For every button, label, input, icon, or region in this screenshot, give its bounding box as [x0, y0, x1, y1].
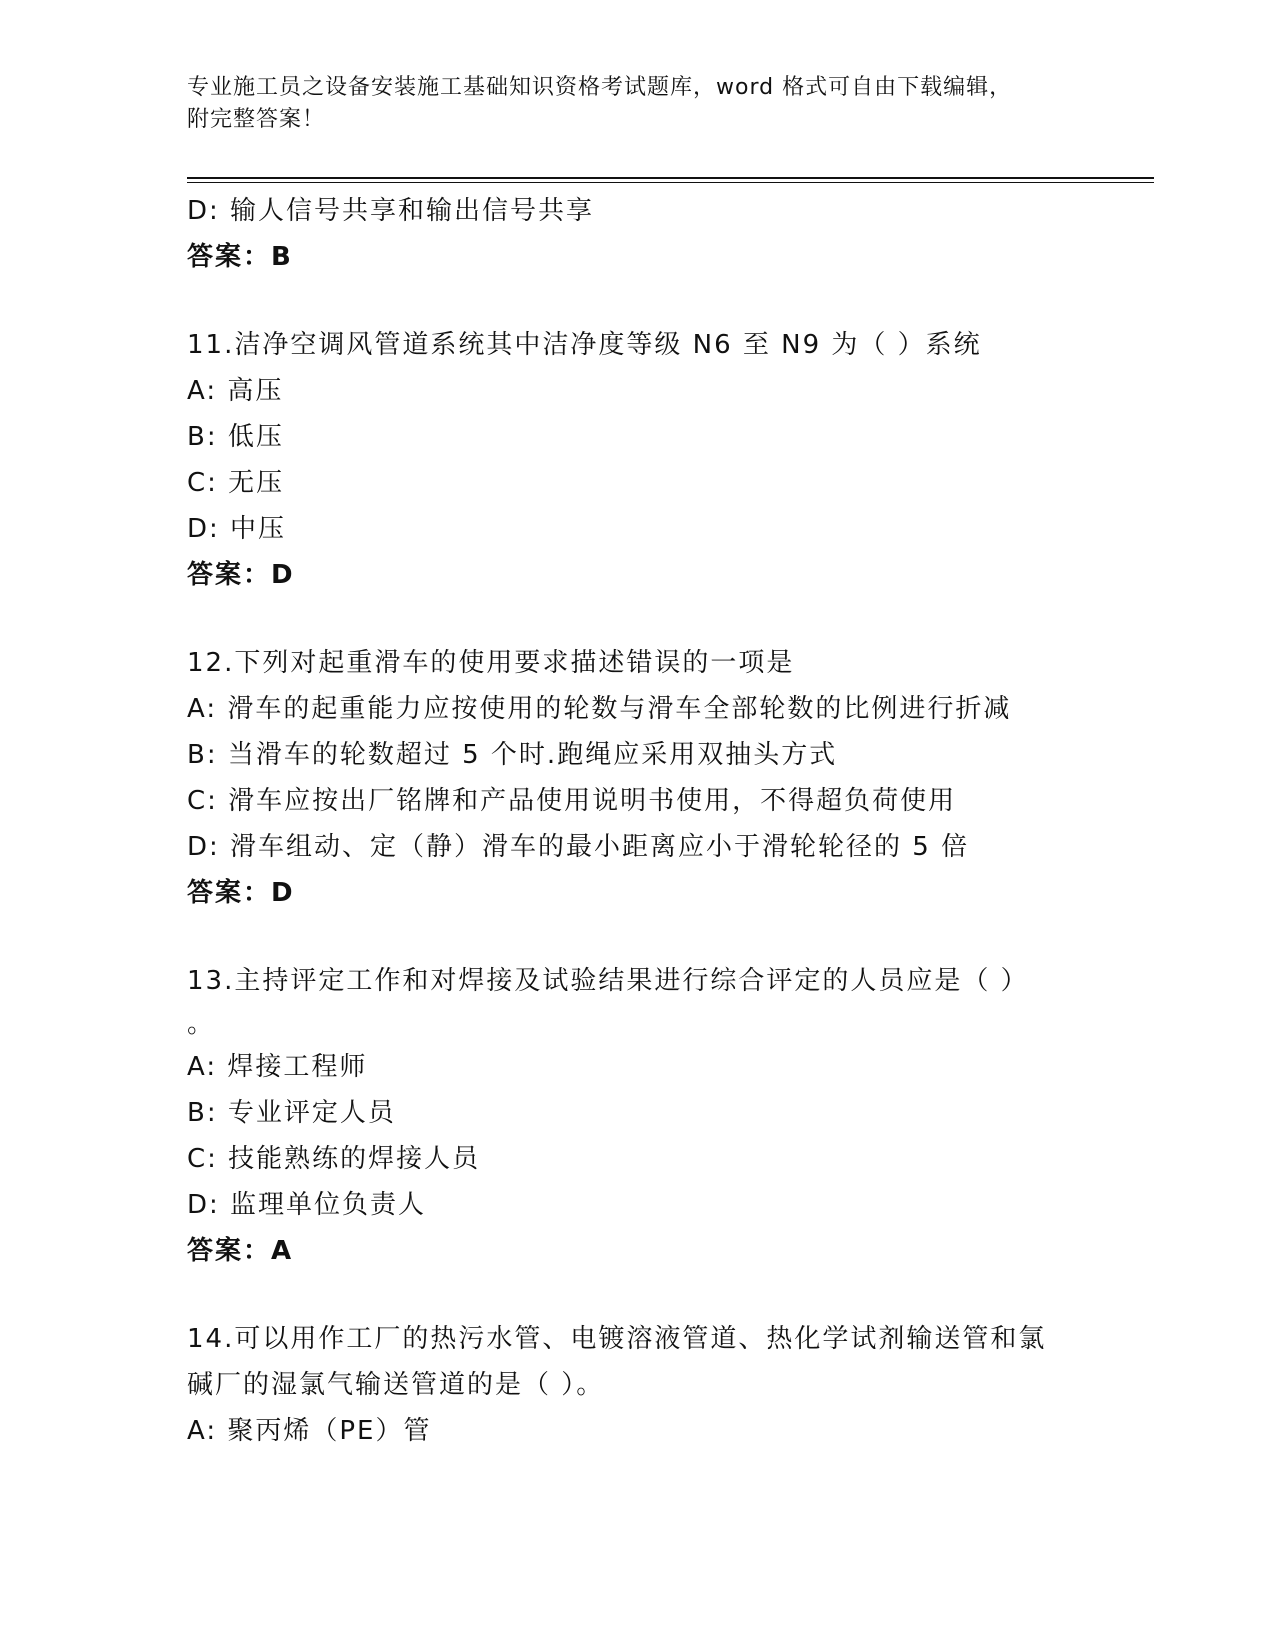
- q11-option-a: A: 高压: [187, 376, 284, 406]
- q10-answer: 答案：B: [187, 242, 293, 272]
- question-11: [187, 322, 1087, 598]
- spacer: [187, 916, 1087, 958]
- q11-option-b: B: 低压: [187, 422, 284, 452]
- q13-option-b: B: 专业评定人员: [187, 1098, 396, 1128]
- q13-stem-continuation: 。: [187, 1009, 214, 1039]
- q13-option-c: C: 技能熟练的焊接人员: [187, 1144, 481, 1174]
- q11-option-d: D: 中压: [187, 514, 287, 544]
- q13-stem: 13.主持评定工作和对焊接及试验结果进行综合评定的人员应是（ ）: [187, 966, 1029, 996]
- document-header: [187, 72, 1087, 136]
- q11-answer: 答案：D: [187, 560, 295, 590]
- q12-option-a: A: 滑车的起重能力应按使用的轮数与滑车全部轮数的比例进行折减: [187, 694, 1012, 724]
- q11-stem: 11.洁净空调风管道系统其中洁净度等级 N6 至 N9 为（ ）系统: [187, 330, 982, 360]
- q12-answer: 答案：D: [187, 878, 295, 908]
- q14-stem-line-2: 碱厂的湿氯气输送管道的是（ ）。: [187, 1370, 605, 1400]
- header-line-2: 附完整答案！: [187, 107, 326, 132]
- header-line-1: 专业施工员之设备安装施工基础知识资格考试题库，word 格式可自由下载编辑，: [187, 75, 1013, 100]
- spacer: [187, 280, 1087, 322]
- question-13: [187, 958, 1087, 1274]
- question-14: [187, 1316, 1087, 1454]
- q11-option-c: C: 无压: [187, 468, 285, 498]
- q13-answer: 答案：A: [187, 1236, 294, 1266]
- q12-option-b: B: 当滑车的轮数超过 5 个时.跑绳应采用双抽头方式: [187, 740, 838, 770]
- question-list: [187, 188, 1087, 1454]
- q12-option-d: D: 滑车组动、定（静）滑车的最小距离应小于滑轮轮径的 5 倍: [187, 832, 970, 862]
- q12-option-c: C: 滑车应按出厂铭牌和产品使用说明书使用，不得超负荷使用: [187, 786, 957, 816]
- header-divider-thin: [187, 182, 1154, 183]
- question-10: [187, 188, 1087, 280]
- spacer: [187, 1274, 1087, 1316]
- q10-option-d: D: 输人信号共享和输出信号共享: [187, 196, 595, 226]
- q14-stem-line-1: 14.可以用作工厂的热污水管、电镀溶液管道、热化学试剂输送管和氯: [187, 1324, 1047, 1354]
- q13-option-a: A: 焊接工程师: [187, 1052, 368, 1082]
- q13-option-d: D: 监理单位负责人: [187, 1190, 427, 1220]
- header-divider-thick: [187, 177, 1154, 179]
- spacer: [187, 598, 1087, 640]
- q14-option-a: A: 聚丙烯（PE）管: [187, 1416, 432, 1446]
- q12-stem: 12.下列对起重滑车的使用要求描述错误的一项是: [187, 648, 795, 678]
- question-12: [187, 640, 1087, 916]
